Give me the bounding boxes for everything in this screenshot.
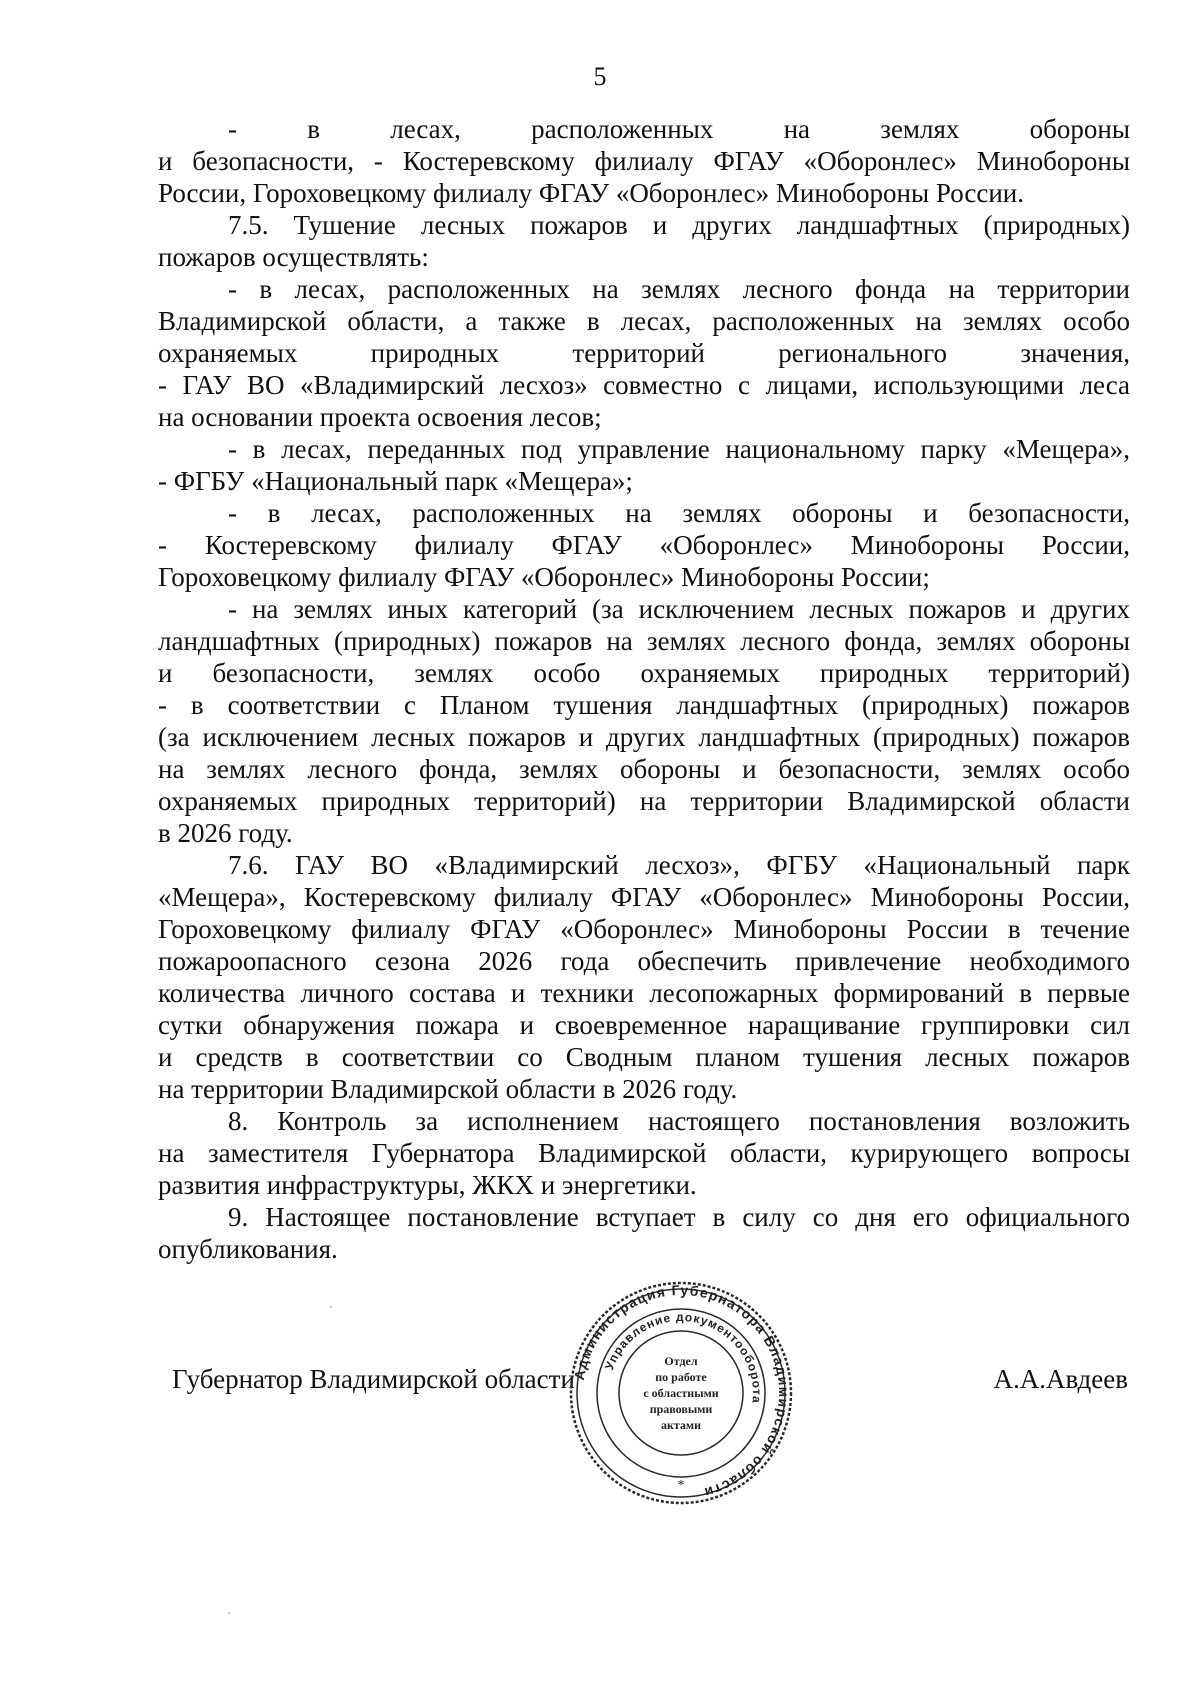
text-line: на основании проекта освоения лесов; — [158, 402, 602, 432]
text-line: пожаров осуществлять: — [158, 242, 429, 272]
text-line: - ГАУ ВО «Владимирский лесхоз» совместно с лицами, использующими леса — [158, 370, 1130, 400]
seal-outer-text: Администрация Губернатора Владимирской области — [570, 1281, 793, 1502]
text-line: 7.6. ГАУ ВО «Владимирский лесхоз», ФГБУ «Национальный парк — [228, 850, 1130, 880]
scan-speck — [330, 1306, 332, 1308]
signatory-name: А.А.Авдеев — [993, 1364, 1128, 1394]
scan-speck — [228, 1612, 230, 1614]
text-line: - в лесах, переданных под управление национальному парку «Мещера», — [228, 434, 1130, 464]
text-line: 9. Настоящее постановление вступает в силу со дня его официального — [228, 1202, 1130, 1232]
page-number: 5 — [593, 62, 607, 91]
text-line: России, Гороховецкому филиалу ФГАУ «Оборонлес» Минобороны России. — [158, 178, 1024, 208]
text-line: на территории Владимирской области в 2026 году. — [158, 1074, 738, 1104]
text-line: «Мещера», Костеревскому филиалу ФГАУ «Оборонлес» Минобороны России, — [158, 882, 1130, 912]
text-line: - в лесах, расположенных на землях обороны и безопасности, — [228, 498, 1130, 528]
text-line: - ФГБУ «Национальный парк «Мещера»; — [158, 466, 633, 496]
text-line: количества личного состава и техники лесопожарных формирований в первые — [158, 978, 1130, 1008]
text-line: сутки обнаружения пожара и своевременное наращивание группировки сил — [158, 1010, 1130, 1040]
text-line: охраняемых природных территорий) на территории Владимирской области — [158, 786, 1130, 816]
text-line: Гороховецкому филиалу ФГАУ «Оборонлес» Минобороны России в течение — [158, 914, 1130, 944]
text-line: 7.5. Тушение лесных пожаров и других ландшафтных (природных) — [228, 210, 1130, 240]
text-line: пожароопасного сезона 2026 года обеспечить привлечение необходимого — [158, 946, 1130, 976]
text-line: охраняемых природных территорий регионального значения, — [158, 338, 1130, 368]
text-line: - на землях иных категорий (за исключением лесных пожаров и других — [228, 594, 1130, 624]
seal-center-line: по работе — [655, 1370, 707, 1384]
document-body — [158, 113, 1130, 1265]
text-line: - в соответствии с Планом тушения ландшафтных (природных) пожаров — [158, 690, 1130, 720]
official-seal — [567, 1279, 795, 1507]
text-line: развития инфраструктуры, ЖКХ и энергетики. — [158, 1170, 697, 1200]
text-line: и безопасности, - Костеревскому филиалу ФГАУ «Оборонлес» Минобороны — [158, 146, 1130, 176]
text-line: и средств в соответствии со Сводным планом тушения лесных пожаров — [158, 1042, 1130, 1072]
text-line: в 2026 году. — [158, 818, 293, 848]
text-line: и безопасности, землях особо охраняемых природных территорий) — [158, 658, 1130, 688]
text-line: на заместителя Губернатора Владимирской области, курирующего вопросы — [158, 1138, 1130, 1168]
text-line: Гороховецкому филиалу ФГАУ «Оборонлес» Минобороны России; — [158, 562, 930, 592]
seal-star: * — [677, 1478, 685, 1493]
text-line: 8. Контроль за исполнением настоящего постановления возложить — [228, 1106, 1130, 1136]
text-line: - в лесах, расположенных на землях обороны — [228, 114, 1130, 144]
text-line: (за исключением лесных пожаров и других ландшафтных (природных) пожаров — [158, 722, 1130, 752]
signatory-title: Губернатор Владимирской области — [172, 1364, 575, 1394]
text-line: на землях лесного фонда, землях обороны и безопасности, землях особо — [158, 754, 1130, 784]
text-line: опубликования. — [158, 1234, 338, 1264]
text-line: ландшафтных (природных) пожаров на землях лесного фонда, землях обороны — [158, 626, 1130, 656]
seal-center-line: правовыми — [649, 1402, 713, 1416]
text-line: - Костеревскому филиалу ФГАУ «Оборонлес» Минобороны России, — [158, 530, 1130, 560]
seal-middle-text: Управление документооборота — [602, 1309, 765, 1405]
text-line: - в лесах, расположенных на землях лесного фонда на территории — [228, 274, 1130, 304]
seal-center-line: с областными — [643, 1386, 719, 1400]
text-line: Владимирской области, а также в лесах, расположенных на землях особо — [158, 306, 1130, 336]
seal-center-line: Отдел — [664, 1354, 698, 1368]
seal-center-line: актами — [660, 1418, 702, 1432]
